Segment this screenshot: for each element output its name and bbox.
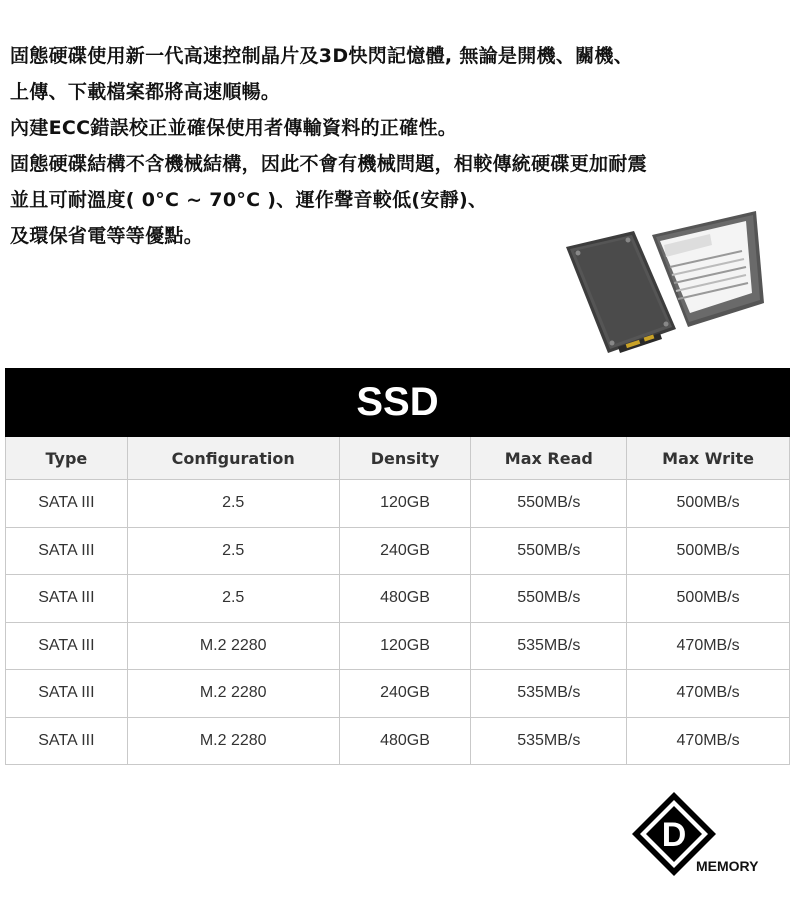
table-cell: 500MB/s	[627, 575, 790, 623]
column-header: Max Read	[471, 437, 627, 480]
table-cell: 470MB/s	[627, 670, 790, 718]
table-cell: SATA III	[6, 622, 128, 670]
intro-line: 上傳、下載檔案都將高速順暢。	[10, 81, 281, 103]
table-cell: SATA III	[6, 670, 128, 718]
table-row	[6, 622, 790, 670]
table-cell: SATA III	[6, 480, 128, 528]
ssd-drive-label-side	[652, 211, 764, 327]
column-header: Max Write	[627, 437, 790, 480]
table-cell: 500MB/s	[627, 480, 790, 528]
table-cell: 120GB	[339, 622, 471, 670]
table-row	[6, 670, 790, 718]
logo-letter: D	[661, 816, 687, 854]
table-cell: 535MB/s	[471, 622, 627, 670]
ssd-spec-table	[5, 368, 790, 765]
table-cell: 550MB/s	[471, 527, 627, 575]
intro-line: 固態硬碟使用新一代高速控制晶片及3D快閃記憶體, 無論是開機、關機、	[10, 45, 634, 67]
table-title-row	[6, 369, 790, 437]
table-cell: 500MB/s	[627, 527, 790, 575]
table-cell: 480GB	[339, 575, 471, 623]
intro-line: 內建ECC錯誤校正並確保使用者傳輸資料的正確性。	[10, 117, 458, 139]
table-cell: 240GB	[339, 670, 471, 718]
table-header-row	[6, 437, 790, 480]
table-cell: SATA III	[6, 717, 128, 765]
table-row	[6, 527, 790, 575]
table-cell: 2.5	[127, 527, 339, 575]
column-header: Configuration	[127, 437, 339, 480]
table-cell: 120GB	[339, 480, 471, 528]
table-cell: 470MB/s	[627, 622, 790, 670]
table-cell: 550MB/s	[471, 480, 627, 528]
table-cell: 480GB	[339, 717, 471, 765]
table-cell: 535MB/s	[471, 670, 627, 718]
table-cell: 470MB/s	[627, 717, 790, 765]
table-cell: 2.5	[127, 480, 339, 528]
ssd-product-image	[560, 205, 770, 365]
column-header: Type	[6, 437, 128, 480]
table-row	[6, 480, 790, 528]
intro-line: 及環保省電等等優點。	[10, 225, 204, 247]
table-cell: M.2 2280	[127, 670, 339, 718]
table-title: SSD	[6, 369, 790, 437]
table-cell: M.2 2280	[127, 717, 339, 765]
column-header: Density	[339, 437, 471, 480]
table-cell: 535MB/s	[471, 717, 627, 765]
table-row	[6, 575, 790, 623]
table-cell: SATA III	[6, 527, 128, 575]
table-cell: 2.5	[127, 575, 339, 623]
table-cell: 550MB/s	[471, 575, 627, 623]
logo-wordmark: MEMORY	[696, 858, 759, 874]
table-row	[6, 717, 790, 765]
table-cell: SATA III	[6, 575, 128, 623]
table-cell: 240GB	[339, 527, 471, 575]
intro-line: 固態硬碟結構不含機械結構，因此不會有機械問題，相較傳統硬碟更加耐震	[10, 153, 647, 175]
table-cell: M.2 2280	[127, 622, 339, 670]
intro-line: 並且可耐溫度( 0°C ~ 70°C )、運作聲音較低(安靜)、	[10, 189, 488, 211]
